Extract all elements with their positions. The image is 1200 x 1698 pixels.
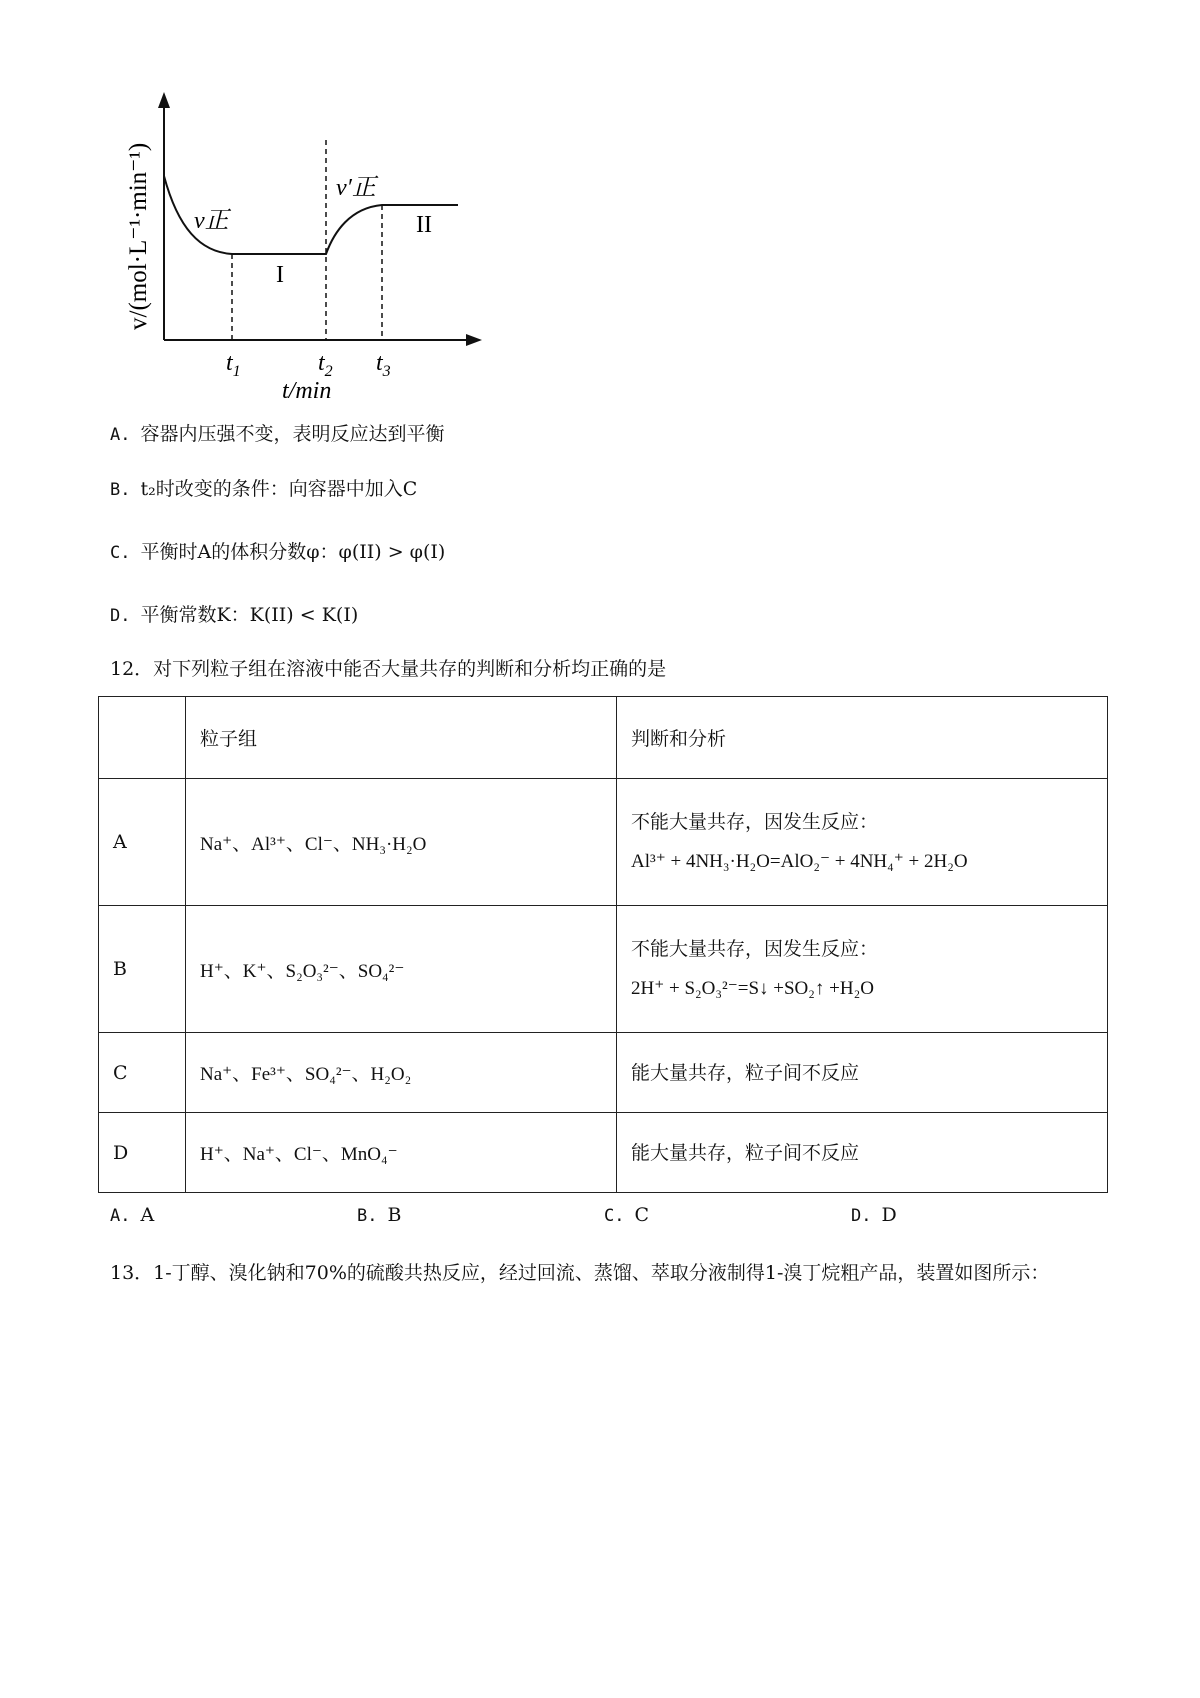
row-judgement: 能大量共存，粒子间不反应 [631, 1141, 860, 1164]
q12-choice-b [357, 1202, 401, 1229]
choice-label: A. [110, 1206, 131, 1226]
choice-value: C [634, 1204, 650, 1226]
row-label: B [99, 906, 186, 1033]
region-label-I: I [276, 262, 284, 288]
header-cell-ions: 粒子组 [186, 697, 617, 779]
row-judgement: 不能大量共存，因发生反应： [631, 811, 879, 833]
option-text: t₂时改变的条件：向容器中加入C [140, 478, 418, 500]
x-axis-label: t/min [282, 378, 332, 404]
q13-stem: 13．1-丁醇、溴化钠和70%的硫酸共热反应，经过回流、蒸馏、萃取分液制得1-溴丁烷粗产品，装置如图所示： [110, 1262, 1050, 1284]
curve-label-v-forward: v正 [194, 208, 229, 234]
row-ions: Na⁺、Al³⁺、Cl⁻、NH₃·H₂O [186, 779, 617, 906]
q12-choice-c [604, 1202, 649, 1229]
option-text: 平衡时A的体积分数φ：φ(II) > φ(I) [140, 541, 446, 563]
option-text: 容器内压强不变，表明反应达到平衡 [140, 423, 445, 445]
row-label: D [99, 1113, 186, 1193]
option-label: C. [110, 543, 131, 563]
choice-label: C. [604, 1206, 625, 1226]
tick-t3: $t_3$ [376, 350, 391, 380]
choice-value: D [881, 1204, 897, 1226]
table-row [99, 1113, 1108, 1193]
header-cell-analysis: 判断和分析 [617, 697, 1108, 779]
table-row [99, 1033, 1108, 1113]
option-label: B. [110, 480, 131, 500]
row-ions: H⁺、Na⁺、Cl⁻、MnO₄⁻ [186, 1113, 617, 1193]
row-judgement: 能大量共存，粒子间不反应 [631, 1061, 860, 1084]
y-axis-label: v/(mol·L⁻¹·min⁻¹) [125, 142, 152, 330]
header-cell-label [99, 697, 186, 779]
table-row [99, 906, 1108, 1033]
row-analysis [617, 779, 1108, 906]
table-header-row [99, 697, 1108, 779]
row-analysis [617, 906, 1108, 1033]
table-row [99, 779, 1108, 906]
curve-label-v-forward-prime: v′正 [336, 175, 376, 201]
row-label: C [99, 1033, 186, 1113]
tick-t1: $t_1$ [226, 350, 241, 380]
row-judgement: 不能大量共存，因发生反应： [631, 938, 879, 960]
x-axis-arrow [466, 334, 482, 346]
region-label-II: II [416, 212, 432, 238]
row-equation: Al³⁺ + 4NH₃·H₂O=AlO₂⁻ + 4NH₄⁺ + 2H₂O [631, 851, 968, 872]
choice-label: B. [357, 1206, 378, 1226]
row-ions: Na⁺、Fe³⁺、SO₄²⁻、H₂O₂ [186, 1033, 617, 1113]
q11-option-c [110, 539, 445, 566]
choice-value: A [140, 1204, 155, 1226]
row-analysis [617, 1113, 1108, 1193]
y-axis-arrow [158, 92, 170, 108]
rate-time-graph [0, 0, 520, 420]
row-equation: 2H⁺ + S₂O₃²⁻=S↓ +SO₂↑ +H₂O [631, 978, 874, 999]
option-label: A. [110, 425, 131, 445]
q12-choice-a [110, 1202, 154, 1229]
choice-label: D. [851, 1206, 872, 1226]
option-label: D. [110, 606, 131, 626]
q12-choice-d [851, 1202, 897, 1229]
row-ions: H⁺、K⁺、S₂O₃²⁻、SO₄²⁻ [186, 906, 617, 1033]
q12-stem: 12．对下列粒子组在溶液中能否大量共存的判断和分析均正确的是 [110, 658, 667, 680]
tick-t2: $t_2$ [318, 350, 333, 380]
q11-option-d [110, 602, 358, 629]
choice-value: B [387, 1204, 402, 1226]
row-analysis [617, 1033, 1108, 1113]
q11-option-a [110, 421, 445, 448]
q11-option-b [110, 476, 417, 503]
row-label: A [99, 779, 186, 906]
q12-table [98, 696, 1108, 1193]
option-text: 平衡常数K：K(II) < K(I) [140, 604, 359, 626]
